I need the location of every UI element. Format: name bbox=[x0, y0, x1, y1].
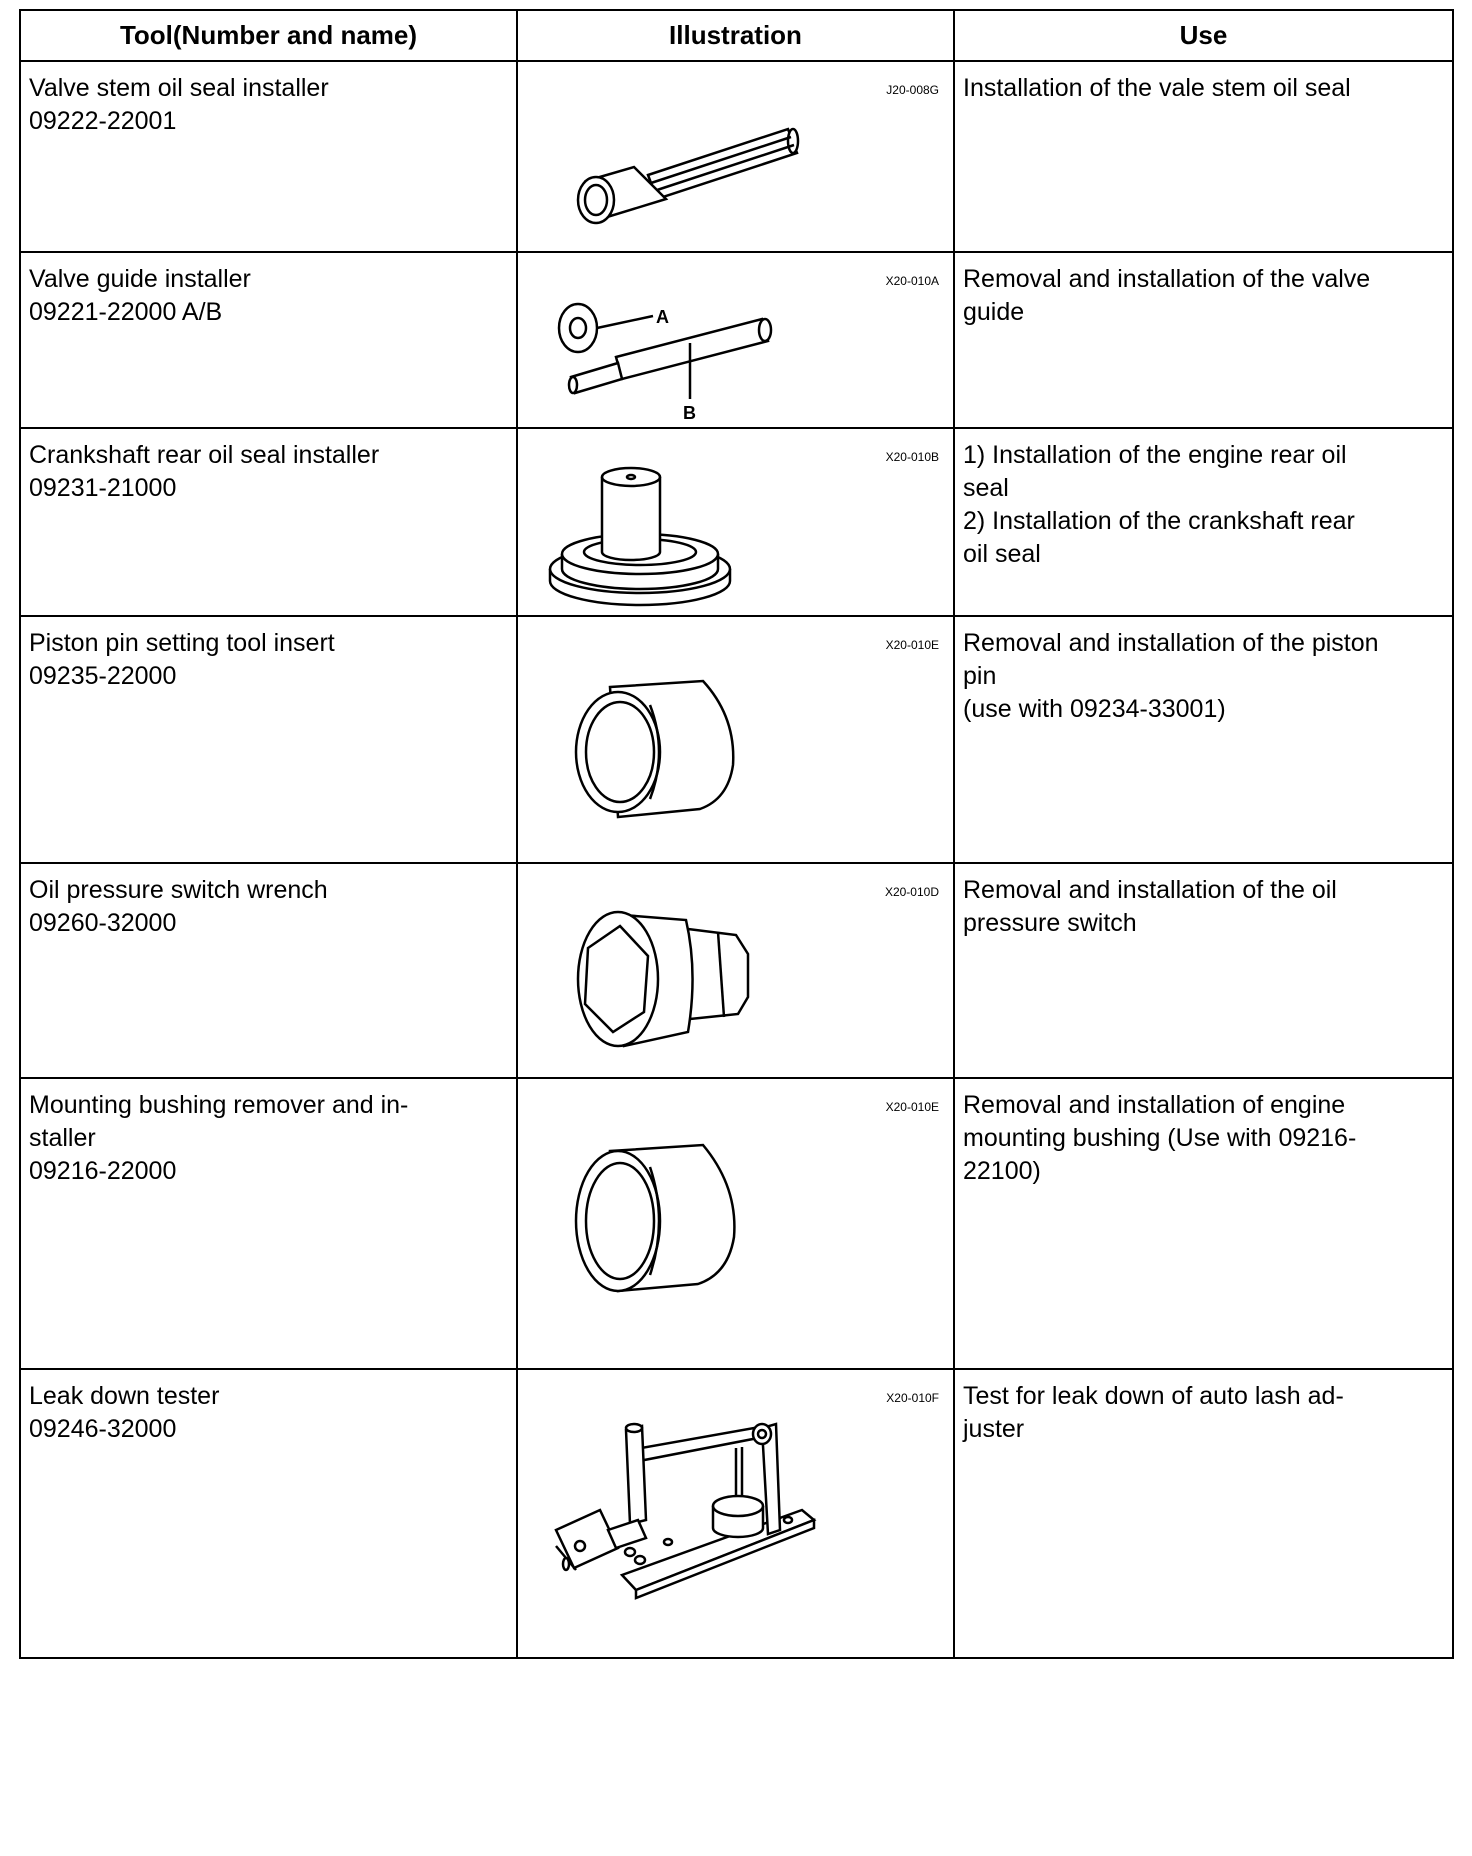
leak-down-tester-icon bbox=[518, 1370, 955, 1659]
use-text: juster bbox=[963, 1415, 1025, 1443]
header-tool: Tool(Number and name) bbox=[20, 10, 517, 61]
tool-number: 09216-22000 bbox=[29, 1157, 177, 1185]
tool-name: Mounting bushing remover and in- bbox=[29, 1091, 409, 1119]
tool-name: Valve stem oil seal installer bbox=[29, 74, 329, 102]
piston-pin-insert-icon bbox=[518, 617, 955, 864]
label-a: A bbox=[656, 307, 669, 327]
tool-cell bbox=[20, 1078, 517, 1369]
tool-number: 09260-32000 bbox=[29, 909, 177, 937]
illustration-cell bbox=[517, 252, 954, 428]
tool-number: 09231-21000 bbox=[29, 474, 177, 502]
use-text: Installation of the vale stem oil seal bbox=[963, 74, 1351, 102]
tool-cell bbox=[20, 616, 517, 863]
use-text: Removal and installation of the valve bbox=[963, 265, 1371, 293]
illustration-cell bbox=[517, 863, 954, 1078]
illustration-cell bbox=[517, 616, 954, 863]
illustration-cell bbox=[517, 1078, 954, 1369]
table-row bbox=[20, 616, 1453, 863]
tool-name: Leak down tester bbox=[29, 1382, 220, 1410]
table-row bbox=[20, 863, 1453, 1078]
use-cell bbox=[954, 616, 1453, 863]
use-cell bbox=[954, 1078, 1453, 1369]
use-text: 2) Installation of the crankshaft rear bbox=[963, 507, 1355, 535]
use-text: Removal and installation of the piston bbox=[963, 629, 1379, 657]
use-text: 1) Installation of the engine rear oil bbox=[963, 441, 1347, 469]
tool-number: 09246-32000 bbox=[29, 1415, 177, 1443]
valve-stem-seal-installer-icon bbox=[518, 62, 955, 253]
label-b: B bbox=[683, 403, 696, 423]
illustration-cell bbox=[517, 1369, 954, 1658]
tool-name: Valve guide installer bbox=[29, 265, 251, 293]
figure-code: X20-010E bbox=[885, 638, 939, 652]
figure-code: X20-010E bbox=[885, 1100, 939, 1114]
table-row bbox=[20, 252, 1453, 428]
mounting-bushing-tool-icon bbox=[518, 1079, 955, 1370]
table-row bbox=[20, 1369, 1453, 1658]
table-row bbox=[20, 428, 1453, 616]
use-cell bbox=[954, 428, 1453, 616]
tool-cell bbox=[20, 1369, 517, 1658]
illustration-cell bbox=[517, 61, 954, 252]
tool-name: staller bbox=[29, 1124, 96, 1152]
use-text: pin bbox=[963, 662, 997, 690]
use-text: Removal and installation of the oil bbox=[963, 876, 1337, 904]
special-tools-table bbox=[19, 9, 1454, 1659]
tool-cell bbox=[20, 252, 517, 428]
table-row bbox=[20, 1078, 1453, 1369]
tool-name: Oil pressure switch wrench bbox=[29, 876, 328, 904]
illustration-cell bbox=[517, 428, 954, 616]
tool-name: Piston pin setting tool insert bbox=[29, 629, 335, 657]
table-header-row bbox=[20, 10, 1453, 61]
crankshaft-seal-installer-icon bbox=[518, 429, 955, 617]
use-text: guide bbox=[963, 298, 1025, 326]
header-illustration: Illustration bbox=[517, 10, 954, 61]
table-row bbox=[20, 61, 1453, 252]
use-text: Test for leak down of auto lash ad- bbox=[963, 1382, 1344, 1410]
use-cell bbox=[954, 61, 1453, 252]
use-text: (use with 09234-33001) bbox=[963, 695, 1226, 723]
valve-guide-installer-icon bbox=[518, 253, 955, 429]
use-text: pressure switch bbox=[963, 909, 1137, 937]
figure-code: J20-008G bbox=[886, 83, 939, 97]
figure-code: X20-010B bbox=[885, 450, 939, 464]
tool-number: 09221-22000 A/B bbox=[29, 298, 223, 326]
tool-cell bbox=[20, 61, 517, 252]
figure-code: X20-010A bbox=[885, 274, 939, 288]
use-text: 22100) bbox=[963, 1157, 1041, 1185]
use-text: seal bbox=[963, 474, 1009, 502]
use-text: mounting bushing (Use with 09216- bbox=[963, 1124, 1357, 1152]
figure-code: X20-010F bbox=[886, 1391, 939, 1405]
tool-name: Crankshaft rear oil seal installer bbox=[29, 441, 380, 469]
use-cell bbox=[954, 252, 1453, 428]
tool-number: 09235-22000 bbox=[29, 662, 177, 690]
figure-code: X20-010D bbox=[884, 885, 939, 899]
use-text: Removal and installation of engine bbox=[963, 1091, 1346, 1119]
header-use: Use bbox=[954, 10, 1453, 61]
use-cell bbox=[954, 1369, 1453, 1658]
use-cell bbox=[954, 863, 1453, 1078]
tool-cell bbox=[20, 428, 517, 616]
tool-cell bbox=[20, 863, 517, 1078]
tool-number: 09222-22001 bbox=[29, 107, 177, 135]
use-text: oil seal bbox=[963, 540, 1041, 568]
oil-pressure-switch-wrench-icon bbox=[518, 864, 955, 1079]
